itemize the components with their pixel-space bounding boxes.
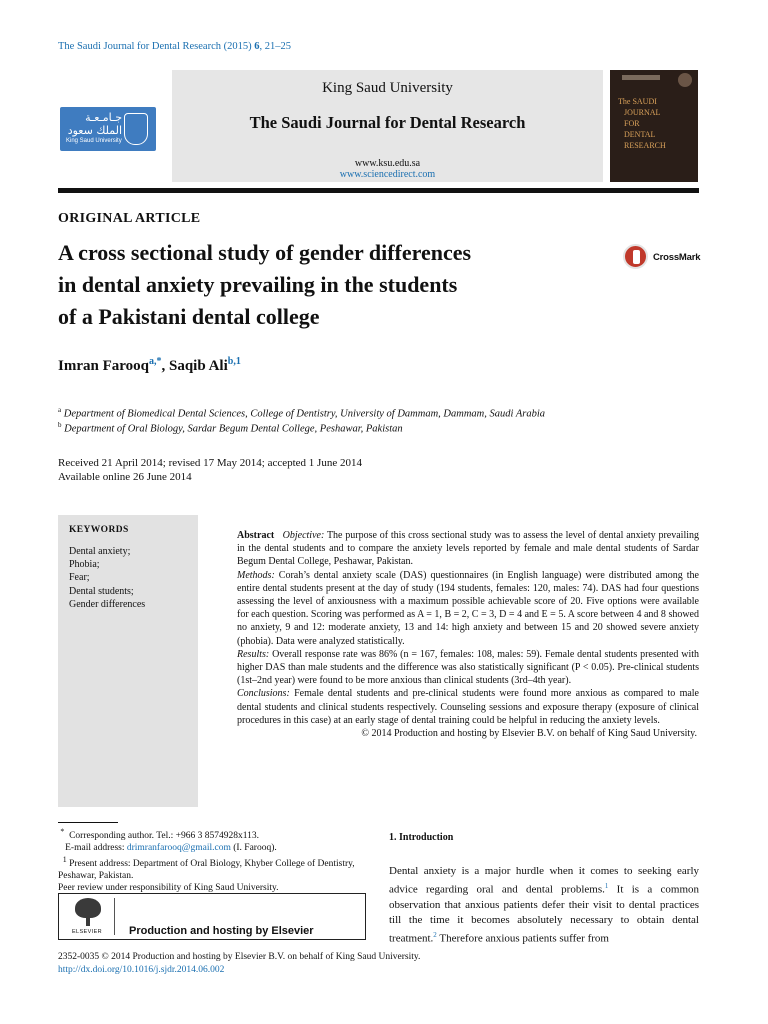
results-text: Overall response rate was 86% (n = 167, females: 108, males: 59). Female dental students presented with higher DAS than male students and the difference was also statistically significant (P < 0.05). Pre-clinical students (1st–2nd year) were found to be more anxious than clinical students (3rd–4th year).	[237, 648, 700, 687]
palm-emblem-icon	[124, 113, 148, 145]
logo-arabic-line1: جـامـعـة	[85, 111, 122, 124]
cover-title-line: FOR	[624, 119, 640, 128]
crossmark-button[interactable]	[623, 244, 703, 272]
cover-title	[618, 96, 666, 151]
journal-cover	[610, 70, 698, 182]
elsevier-divider	[114, 898, 115, 935]
peer-review-note: Peer review under responsibility of King Saud University.	[58, 883, 279, 894]
conclusions-label: Conclusions:	[237, 688, 290, 700]
email-suffix: (I. Farooq).	[230, 843, 277, 854]
title-line: of a Pakistani dental college	[58, 304, 320, 329]
citation-journal: The Saudi Journal for Dental Research (2015)	[58, 41, 252, 52]
article-title	[58, 237, 578, 333]
methods-text: Corah’s dental anxiety scale (DAS) questionnaires (in English language) were distributed among the entire dental students present at the day of study (194 students, females: 120, males: 74). DAS had four questions assessing the level of anxiousness with a maximum possible achievable score of 20. Five options were available for each question. Scoring was performed as A = 1, B = 2, C = 3, D = 4 and E = 5. A score between 4 and 8 showed no anxiety, 9 and 12: moderate anxiety, 13 and 14: high anxiety and between 15 and 20 showed severe anxiety (phobia). Data were analyzed statistically.	[237, 569, 699, 647]
author-affil-mark[interactable]: b,1	[227, 356, 241, 367]
elsevier-tree-icon	[68, 898, 108, 926]
ksu-logo	[60, 107, 156, 151]
received-dates: Received 21 April 2014; revised 17 May 2014; accepted 1 June 2014	[58, 457, 362, 469]
cover-badge-icon	[678, 73, 692, 87]
footnote-rule	[58, 822, 118, 823]
keyword-item: Dental students;	[69, 585, 134, 597]
corresponding-text: Corresponding author. Tel.: +966 3 8574928x113.	[69, 831, 260, 842]
present-address-text: Present address: Department of Oral Biology, Khyber College of Dentistry, Peshawar, Pakistan.	[58, 859, 355, 882]
citation-pages: , 21–25	[259, 41, 291, 52]
objective-label: Objective:	[282, 530, 325, 541]
results-label: Results:	[237, 648, 270, 660]
cover-top-bar	[622, 75, 660, 80]
reference-link[interactable]: 1	[604, 882, 609, 890]
intro-sentence: Dental anxiety is a major hurdle when it comes to seeking early advice regarding oral and dental problems.	[389, 865, 699, 896]
doi-link[interactable]: http://dx.doi.org/10.1016/j.sjdr.2014.06.002	[58, 965, 225, 975]
author-separator: ,	[161, 358, 169, 374]
methods-label: Methods:	[237, 569, 275, 581]
affiliation-mark: b	[58, 421, 62, 429]
website-sciencedirect[interactable]: www.sciencedirect.com	[339, 169, 436, 180]
title-line: in dental anxiety prevailing in the students	[58, 272, 458, 297]
journal-citation[interactable]	[58, 41, 291, 52]
cover-title-line: The SAUDI	[618, 97, 657, 106]
keywords-list	[69, 545, 145, 611]
intro-sentence: Therefore anxious patients suffer from	[436, 932, 609, 945]
intro-sentence: It is a common observation that anxious patients defer their visit to dental practices till the time it becomes absolutely necessary to obtain dental treatment.	[389, 883, 700, 945]
author-list	[58, 356, 241, 375]
elsevier-label: Production and hosting by Elsevier	[129, 925, 314, 937]
affiliation-text: Department of Oral Biology, Sardar Begum Dental College, Peshawar, Pakistan	[64, 423, 403, 435]
present-address-note	[58, 854, 370, 882]
keyword-item: Gender differences	[69, 598, 146, 610]
title-line: A cross sectional study of gender differences	[58, 240, 472, 265]
logo-arabic-line2: الملك سعود	[67, 124, 122, 137]
abstract	[237, 529, 699, 740]
issn-copyright: 2352-0035 © 2014 Production and hosting by Elsevier B.V. on behalf of King Saud University.	[58, 952, 421, 962]
corresponding-author-note: * Corresponding author. Tel.: +966 3 8574928x113.	[60, 827, 260, 842]
present-address-mark: 1	[62, 855, 67, 865]
email-note	[58, 842, 370, 854]
cover-title-line: DENTAL	[624, 130, 656, 139]
citation-volume: 6	[254, 41, 260, 52]
footnotes	[58, 826, 370, 894]
objective-text: The purpose of this cross sectional study was to assess the level of dental anxiety prevailing in the dental students and to compare the anxiety levels reported by female and male dental students of Sardar Begum Dental College, Peshawar, Pakistan.	[237, 530, 700, 568]
affiliation	[58, 421, 403, 435]
author-name[interactable]: Imran Farooq	[58, 358, 149, 374]
website-ksu[interactable]: www.ksu.edu.sa	[354, 158, 421, 169]
introduction-heading: 1. Introduction	[389, 832, 454, 843]
university-name: King Saud University	[322, 80, 453, 96]
abstract-objective	[237, 529, 699, 569]
keyword-item: Fear;	[69, 572, 90, 584]
email-link[interactable]: drimranfarooq@gmail.com	[126, 843, 231, 854]
logo-arabic-text	[66, 111, 122, 137]
abstract-results	[237, 648, 699, 688]
keywords-heading: KEYWORDS	[69, 525, 129, 535]
abstract-copyright: © 2014 Production and hosting by Elsevier B.V. on behalf of King Saud University.	[361, 728, 697, 740]
keyword-item: Dental anxiety;	[69, 546, 131, 557]
author-name[interactable]: Saqib Ali	[168, 358, 228, 374]
logo-english-text: King Saud University	[66, 138, 122, 144]
crossmark-label: CrossMark	[653, 252, 701, 263]
introduction-text	[389, 864, 699, 946]
conclusions-text: Female dental students and pre-clinical students were found more anxious as compared to male dental students and clinical students respectively. Counseling sessions and exposure therapy (exposure of clinical procedures in this case) at an early stage of dental training could be helpful in reducing the anxiety levels.	[237, 688, 699, 726]
affiliation	[58, 406, 545, 420]
abstract-conclusions	[237, 687, 699, 727]
article-type: ORIGINAL ARTICLE	[58, 211, 201, 226]
journal-name: The Saudi Journal for Dental Research	[249, 113, 526, 132]
header-rule	[58, 188, 699, 193]
affiliation-mark: a	[58, 406, 62, 414]
affiliation-text: Department of Biomedical Dental Sciences, College of Dentistry, University of Dammam, Dammam, Saudi Arabia	[63, 408, 546, 420]
crossmark-icon	[623, 244, 648, 269]
abstract-label: Abstract	[237, 530, 275, 541]
online-date: Available online 26 June 2014	[58, 471, 192, 483]
abstract-methods	[237, 569, 699, 648]
keyword-item: Phobia;	[69, 559, 100, 571]
reference-link[interactable]: 2	[433, 930, 437, 939]
email-label: E-mail address:	[65, 843, 127, 854]
elsevier-wordmark: ELSEVIER	[71, 929, 103, 935]
cover-title-line: RESEARCH	[624, 141, 666, 150]
cover-title-line: JOURNAL	[624, 108, 661, 117]
author-affil-mark[interactable]: a,*	[148, 356, 162, 367]
